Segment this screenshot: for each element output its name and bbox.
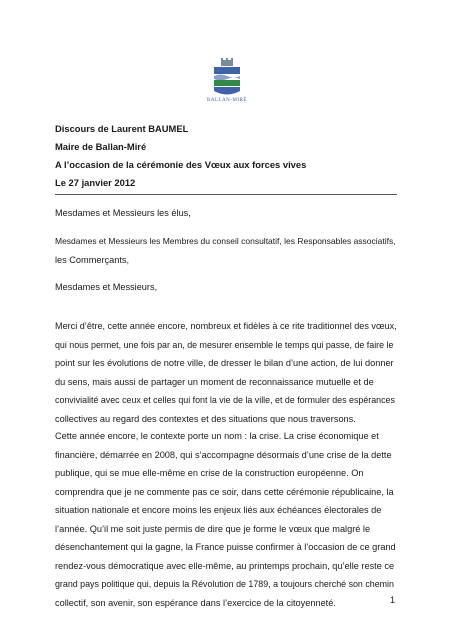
greeting-line: Mesdames et Messieurs, <box>55 282 158 292</box>
paragraph-line: l’année. Qu’il me soit juste permis de dire que je forme le vœux que malgré le <box>55 523 371 534</box>
greeting-line: les Commerçants, <box>55 254 130 265</box>
paragraph-line: Cette année encore, le contexte porte un nom : la crise. La crise économique et <box>55 431 379 441</box>
greeting-line: Mesdames et Messieurs les élus, <box>55 208 191 218</box>
paragraph-line: du sens, mais aussi de partager un moment de reconnaissance mutuelle et de <box>55 376 374 387</box>
body-paragraph-2 <box>55 427 397 612</box>
paragraph-line: qui nous permet, une fois par an, de mesurer ensemble le temps qui passe, de faire le <box>55 339 394 350</box>
logo-caption: BALLAN-MIRÉ <box>207 98 247 103</box>
header-divider <box>55 194 397 195</box>
paragraph-line: collectif, son avenir, son espérance dans l’exercice de la citoyenneté. <box>55 597 336 608</box>
paragraph-line: situation nationale et encore moins les enjeux liés aux échéances électorales de <box>55 505 382 515</box>
greeting-line: Mesdames et Messieurs les Membres du conseil consultatif, les Responsables associatifs, <box>55 236 396 246</box>
speech-date: Le 27 janvier 2012 <box>55 177 136 188</box>
page-number: 1 <box>390 595 396 605</box>
paragraph-line: collectives au regard des contextes et des situations que nous traversons. <box>55 413 356 424</box>
paragraph-line: financière, démarrée en 2008, qui s’accompagne désormais d’une crise de la dette <box>55 449 392 460</box>
speaker-role: Maire de Ballan-Miré <box>55 141 147 152</box>
paragraph-line: convivialité avec ceux et celles qui font la vie de la ville, et de formuler des espérances <box>55 395 395 405</box>
body-paragraph-1 <box>55 317 397 428</box>
greeting-paragraph-1 <box>55 204 397 223</box>
speech-occasion: A l’occasion de la cérémonie des Vœux aux forces vives <box>55 159 307 170</box>
speech-header <box>55 120 400 192</box>
paragraph-line: comprendra que je ne commente pas ce soir, dans cette cérémonie républicaine, la <box>55 486 394 497</box>
paragraph-line: point sur les évolutions de notre ville, de dresser le bilan d’une action, de lui donner <box>55 358 394 368</box>
greeting-paragraph-2 <box>55 232 397 269</box>
paragraph-line: Merci d’être, cette année encore, nombreux et fidèles à ce rite traditionnel des vœux, <box>55 321 397 331</box>
paragraph-line: désenchantement qui la gagne, la France puisse confirmer à l’occasion de ce grand <box>55 542 396 552</box>
speech-title: Discours de Laurent BAUMEL <box>55 123 189 134</box>
ballan-mire-coat-of-arms-icon <box>212 58 242 98</box>
paragraph-line: publique, qui se mue elle-même en crise de la construction européenne. On <box>55 468 364 478</box>
greeting-paragraph-3 <box>55 278 397 297</box>
paragraph-line: grand pays politique qui, depuis la Révolution de 1789, a toujours cherché son chemin <box>55 579 394 589</box>
paragraph-line: rendez-vous démocratique avec elle-même, au printemps prochain, qu’elle reste ce <box>55 560 395 571</box>
city-logo <box>202 58 252 108</box>
